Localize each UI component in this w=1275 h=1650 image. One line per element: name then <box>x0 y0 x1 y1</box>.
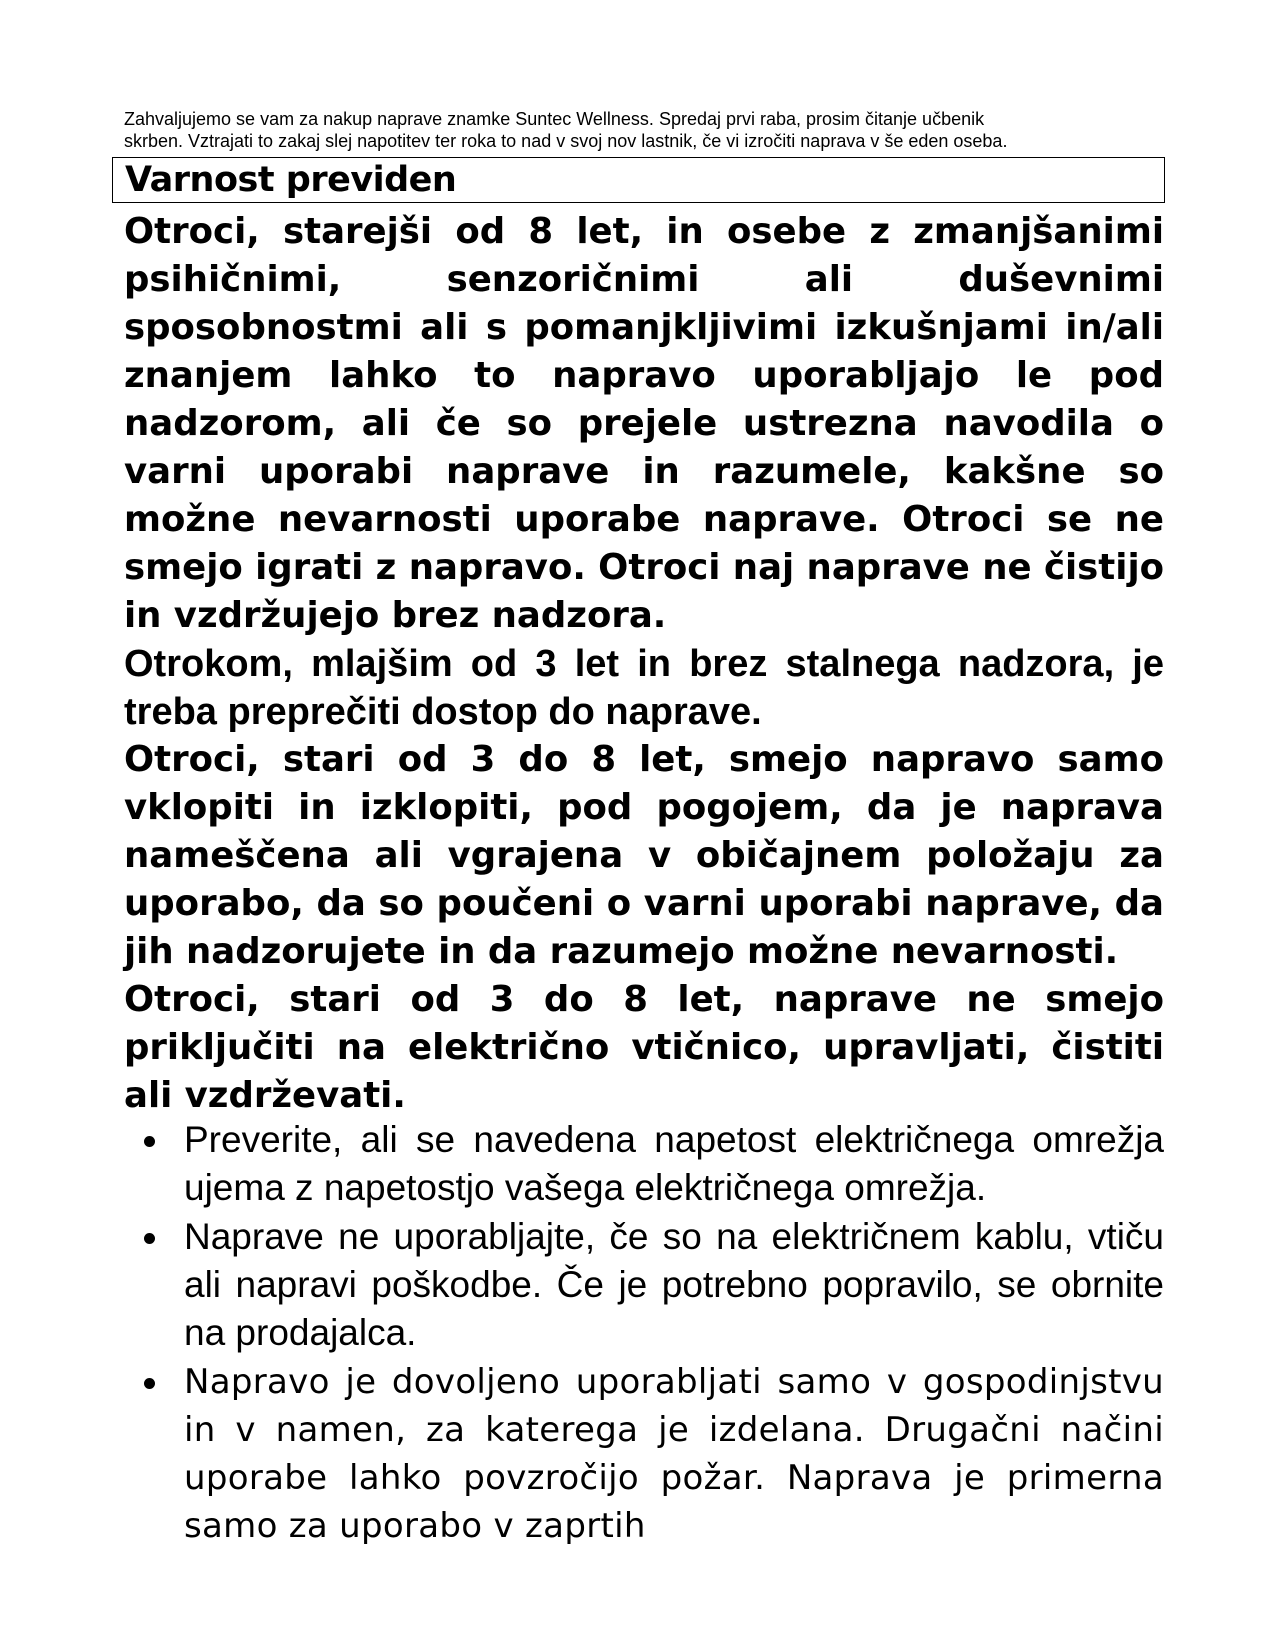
bullet-dot-icon <box>144 1233 155 1244</box>
list-item <box>140 1213 1164 1357</box>
intro-text <box>124 108 1174 152</box>
safety-paragraphs <box>124 208 1164 1120</box>
section-heading-box <box>112 157 1165 203</box>
safety-paragraph-3: Otroci, stari od 3 do 8 let, smejo napravo samo vklopiti in izklopiti, pod pogojem, da je naprava nameščena ali vgrajena v običajnem položaju za uporabo, da so poučeni o varni uporabi naprave, da jih nadzorujete in da razumejo možne nevarnosti. <box>124 739 1164 972</box>
list-item <box>140 1358 1164 1550</box>
safety-paragraph-4: Otroci, stari od 3 do 8 let, naprave ne smejo priključiti na električno vtičnico, upravljati, čistiti ali vzdrževati. <box>124 979 1164 1116</box>
list-item <box>140 1116 1164 1212</box>
bullet-text: Napravo je dovoljeno uporabljati samo v gospodinjstvu in v namen, za katerega je izdelana. Drugačni načini uporabe lahko povzročijo požar. Naprava je primerna samo za uporabo v zaprtih <box>184 1362 1164 1546</box>
safety-paragraph-2: Otrokom, mlajšim od 3 let in brez stalnega nadzora, je treba preprečiti dostop do naprave. <box>124 643 1164 733</box>
intro-line-1: Zahvaljujemo se vam za nakup naprave znamke Suntec Wellness. Spredaj prvi raba, prosim čitanje učbenik <box>124 109 985 129</box>
bullet-text: Naprave ne uporabljajte, če so na električnem kablu, vtiču ali napravi poškodbe. Če je potrebno popravilo, se obrnite na prodajalca. <box>184 1216 1164 1353</box>
safety-paragraph-1: Otroci, starejši od 8 let, in osebe z zmanjšanimi psihičnimi, senzoričnimi ali duševnimi sposobnostmi ali s pomanjkljivimi izkušnjami in/ali znanjem lahko to napravo uporabljajo le pod nadzorom, ali če so prejele ustrezna navodila o varni uporabi naprave in razumele, kakšne so možne nevarnosti uporabe naprave. Otroci se ne smejo igrati z napravo. Otroci naj naprave ne čistijo in vzdržujejo brez nadzora. <box>124 211 1164 636</box>
bullet-text: Preverite, ali se navedena napetost električnega omrežja ujema z napetostjo vašega električnega omrežja. <box>184 1119 1164 1208</box>
safety-bullet-list <box>140 1116 1164 1551</box>
section-title: Varnost previden <box>125 160 457 200</box>
intro-line-2: skrben. Vztrajati to zakaj slej napotitev ter roka to nad v svoj nov lastnik, če vi izročiti naprava v še eden oseba. <box>124 131 1008 151</box>
bullet-dot-icon <box>144 1378 155 1389</box>
bullet-dot-icon <box>144 1136 155 1147</box>
